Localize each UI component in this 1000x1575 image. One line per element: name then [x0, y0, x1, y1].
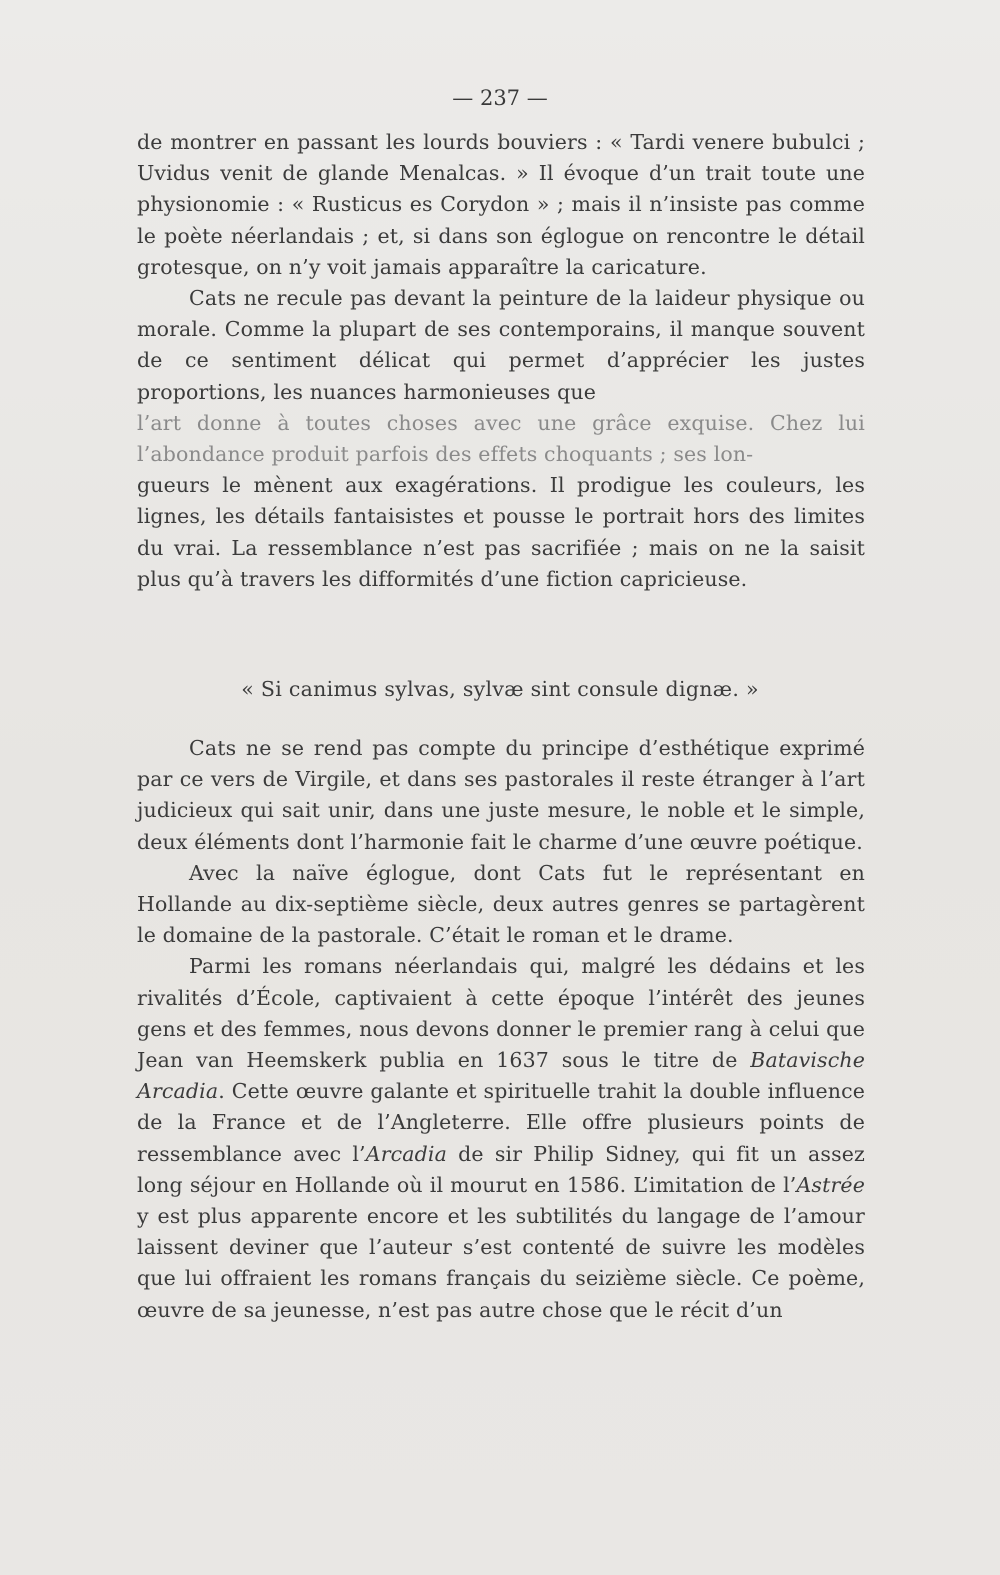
paragraph-5-text-3: de sir Philip Sidney, qui fit un assez long séjour en Hollande où il mourut en 1586. L’imitation de l’ [137, 1141, 865, 1197]
text-block-top [137, 127, 865, 595]
text-block-bottom [137, 733, 865, 1326]
paragraph-2-part-3: gueurs le mènent aux exagérations. Il prodigue les couleurs, les lignes, les détails fantaisistes et pousse le portrait hors des limites du vrai. La ressemblance n’est pas sacrifiée ; mais on ne la saisit plus qu’à travers les difformités d’une fiction capricieuse. [137, 473, 865, 591]
paragraph-5-text-2: . Cette œuvre galante et spirituelle trahit la double influence de la France et de l’Angleterre. Elle offre plusieurs points de ressemblance avec l’ [137, 1079, 865, 1166]
book-title-astree: Astrée [796, 1172, 865, 1197]
paragraph-4: Avec la naïve églogue, dont Cats fut le représentant en Hollande au dix-septième siècle, deux autres genres se partagèrent le domaine de la pastorale. C’était le roman et le drame. [137, 860, 865, 948]
paragraph-1: de montrer en passant les lourds bouviers : « Tardi venere bubulci ; Uvidus venit de glande Menalcas. » Il évoque d’un trait toute une physionomie : « Rusticus es Corydon » ; mais il n’insiste pas comme le poète néerlandais ; et, si dans son églogue on rencontre le détail grotesque, on n’y voit jamais apparaître la caricature. [137, 130, 865, 279]
paragraph-2-part-1: Cats ne recule pas devant la peinture de la laideur physique ou morale. Comme la plupart de ses contemporains, il manque souvent de ce sentiment délicat qui permet d’apprécier les justes proportions, les nuances harmonieuses que [137, 286, 865, 404]
book-title-batavische-arcadia: Batavische Arcadia [137, 1048, 865, 1104]
page-number: — 237 — [452, 86, 548, 110]
paragraph-5-text-4: y est plus apparente encore et les subtilités du langage de l’amour laissent deviner que l’auteur s’est contenté de suivre les modèles que lui offraient les romans français du seizième siècle. Ce poème, œuvre de sa jeunesse, n’est pas autre chose que le récit d’un [137, 1204, 865, 1322]
paragraph-3: Cats ne se rend pas compte du principe d’esthétique exprimé par ce vers de Virgile, et dans ses pastorales il reste étranger à l’art judicieux qui sait unir, dans une juste mesure, le noble et le simple, deux éléments dont l’harmonie fait le charme d’une œuvre poétique. [137, 736, 865, 854]
book-title-arcadia: Arcadia [365, 1141, 447, 1166]
paragraph-5 [137, 951, 865, 1325]
paragraph-5-text-1: Parmi les romans néerlandais qui, malgré les dédains et les rivalités d’École, captivaient à cette époque l’intérêt des jeunes gens et des femmes, nous devons donner le premier rang à celui que Jean van Heemskerk publia en 1637 sous le titre de [137, 954, 865, 1073]
virgil-quote: « Si canimus sylvas, sylvæ sint consule dignæ. » [241, 677, 759, 701]
paragraph-2-part-2: l’art donne à toutes choses avec une grâce exquise. Chez lui l’abondance produit parfois des effets choquants ; ses lon- [137, 410, 865, 467]
